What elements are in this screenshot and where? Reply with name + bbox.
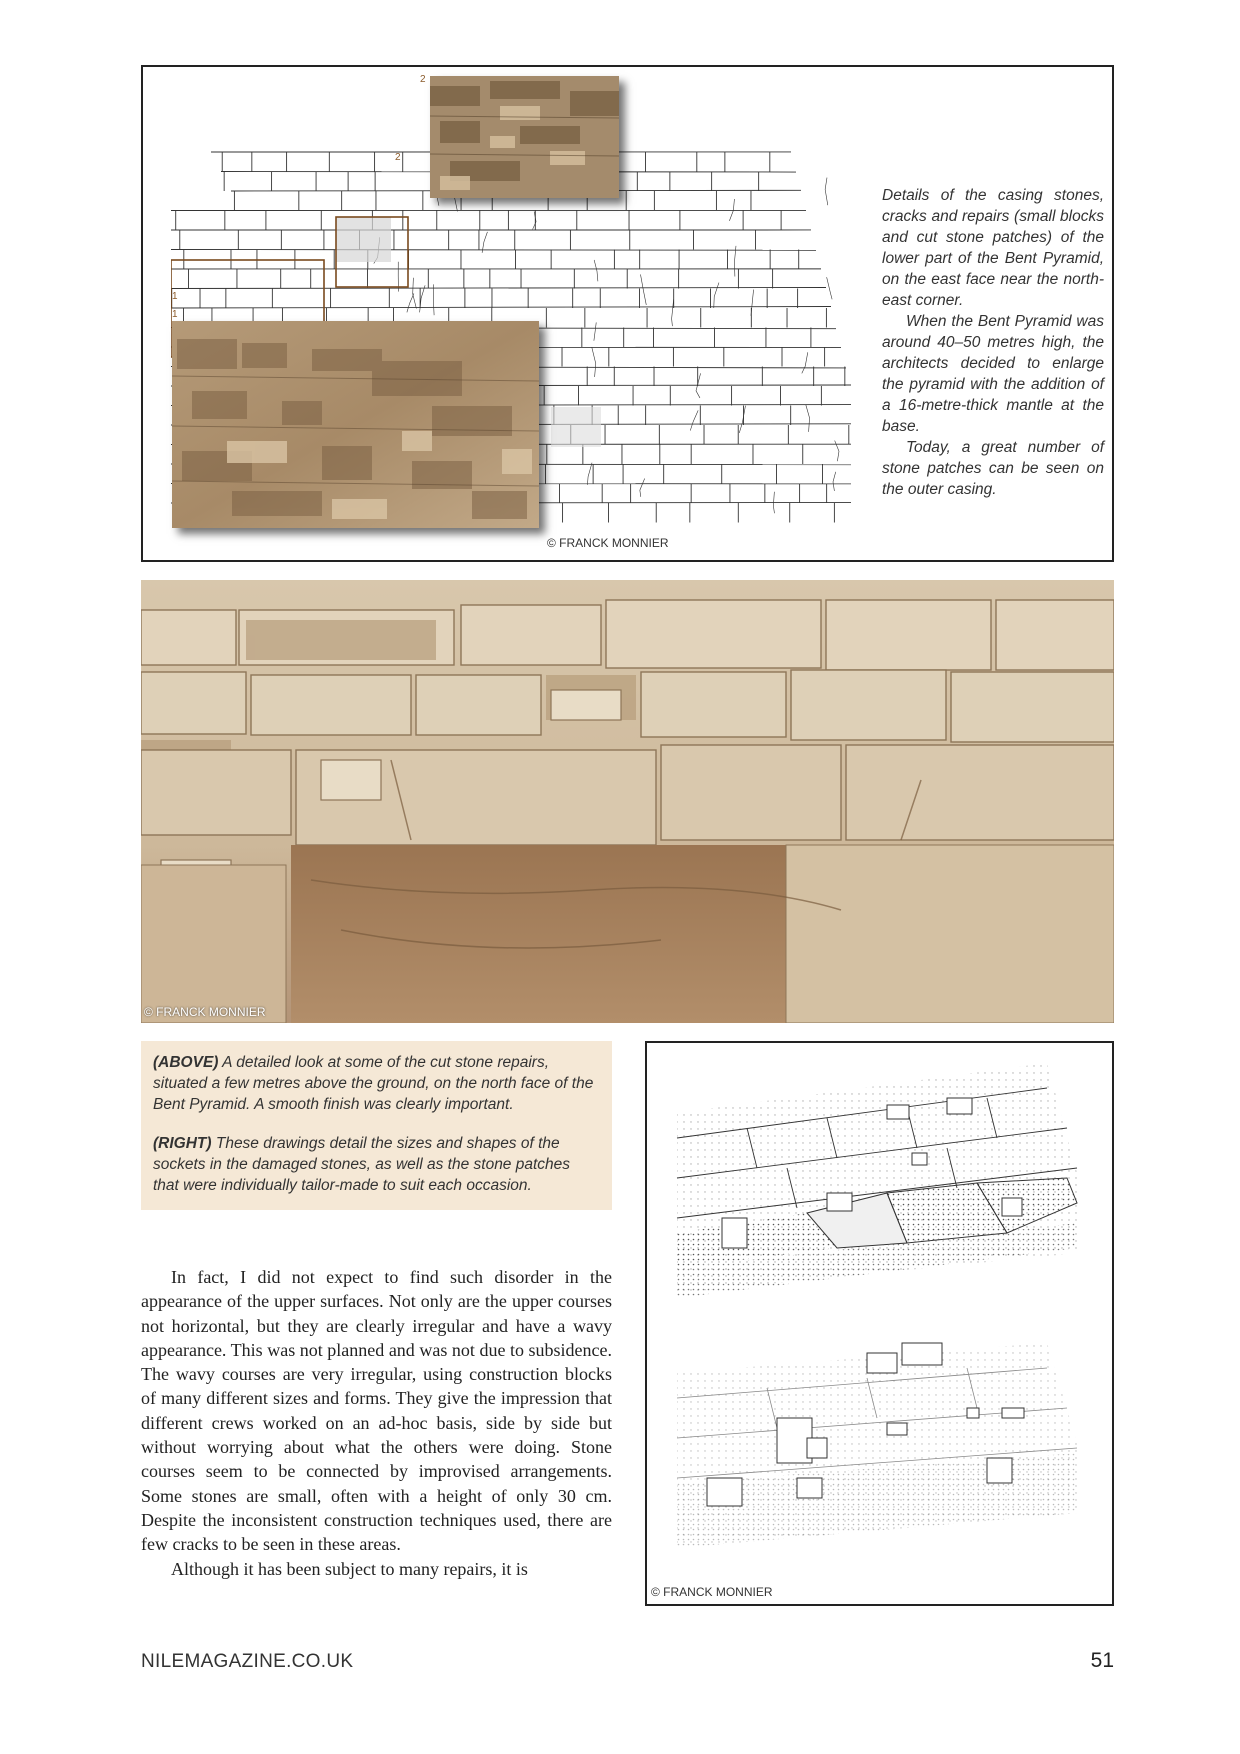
caption-right-text: These drawings detail the sizes and shapes of the sockets in the damaged stones, as well as the stone patches that were individually tailor-made to suit each occasion.	[153, 1135, 571, 1194]
figure-top-caption	[882, 185, 1104, 500]
figure-casing-details	[141, 65, 1114, 562]
figure-right-credit: © FRANCK MONNIER	[651, 1585, 773, 1599]
figure-top-credit: © FRANCK MONNIER	[547, 536, 669, 550]
upper-socket-drawing	[677, 1063, 1077, 1298]
caption-above	[153, 1052, 600, 1115]
caption-above-text: A detailed look at some of the cut stone repairs, situated a few metres above the ground, on the north face of the Bent Pyramid. A smooth finish was clearly important.	[153, 1054, 594, 1113]
socket-drawings	[647, 1043, 1114, 1606]
body-paragraph-2: Although it has been subject to many repairs, it is	[171, 1558, 528, 1579]
photo-caption-box	[141, 1041, 612, 1210]
caption-paragraph-1: Details of the casing stones, cracks and repairs (small blocks and cut stone patches) of the lower part of the Bent Pyramid, on the east face near the north-east corner.	[882, 187, 1104, 309]
box-1-label: 1	[172, 291, 178, 302]
caption-paragraph-2: When the Bent Pyramid was around 40–50 metres high, the architects decided to enlarge the pyramid with the addition of a 16-metre-thick mantle at the base.	[882, 313, 1104, 435]
lower-socket-drawing	[677, 1343, 1077, 1548]
socket-drawings-figure	[645, 1041, 1114, 1606]
main-photo-credit: © FRANCK MONNIER	[144, 1005, 266, 1019]
page-number: 51	[1090, 1649, 1114, 1672]
body-paragraph-1: In fact, I did not expect to find such disorder in the appearance of the upper surfaces. Not only are the upper courses not horizontal, but they are clearly irregular and have a wavy appearance. This was not planned and was not due to subsidence. The wavy courses are very irregular, using construction blocks of many different sizes and forms. They give the impression that different crews worked on an ad-hoc basis, side by side but without worrying about what the others were doing. Stone courses seem to be connected by improvised arrangements. Some stones are small, often with a height of only 30 cm. Despite the inconsistent construction techniques used, there are few cracks to be seen in these areas.	[141, 1267, 612, 1555]
box-2-label: 2	[395, 152, 401, 163]
article-body	[141, 1265, 612, 1581]
caption-paragraph-3: Today, a great number of stone patches can be seen on the outer casing.	[882, 439, 1104, 498]
casing-photo-2	[430, 76, 619, 198]
cut-stone-repairs-photo	[141, 580, 1114, 1023]
casing-photo-1	[172, 321, 539, 528]
footer-website: NILEMAGAZINE.CO.UK	[141, 1651, 354, 1672]
caption-right-label: (RIGHT)	[153, 1135, 212, 1152]
caption-right	[153, 1133, 600, 1196]
photo-1-label: 1	[172, 309, 178, 320]
caption-above-label: (ABOVE)	[153, 1054, 219, 1071]
photo-2-label: 2	[420, 74, 426, 85]
